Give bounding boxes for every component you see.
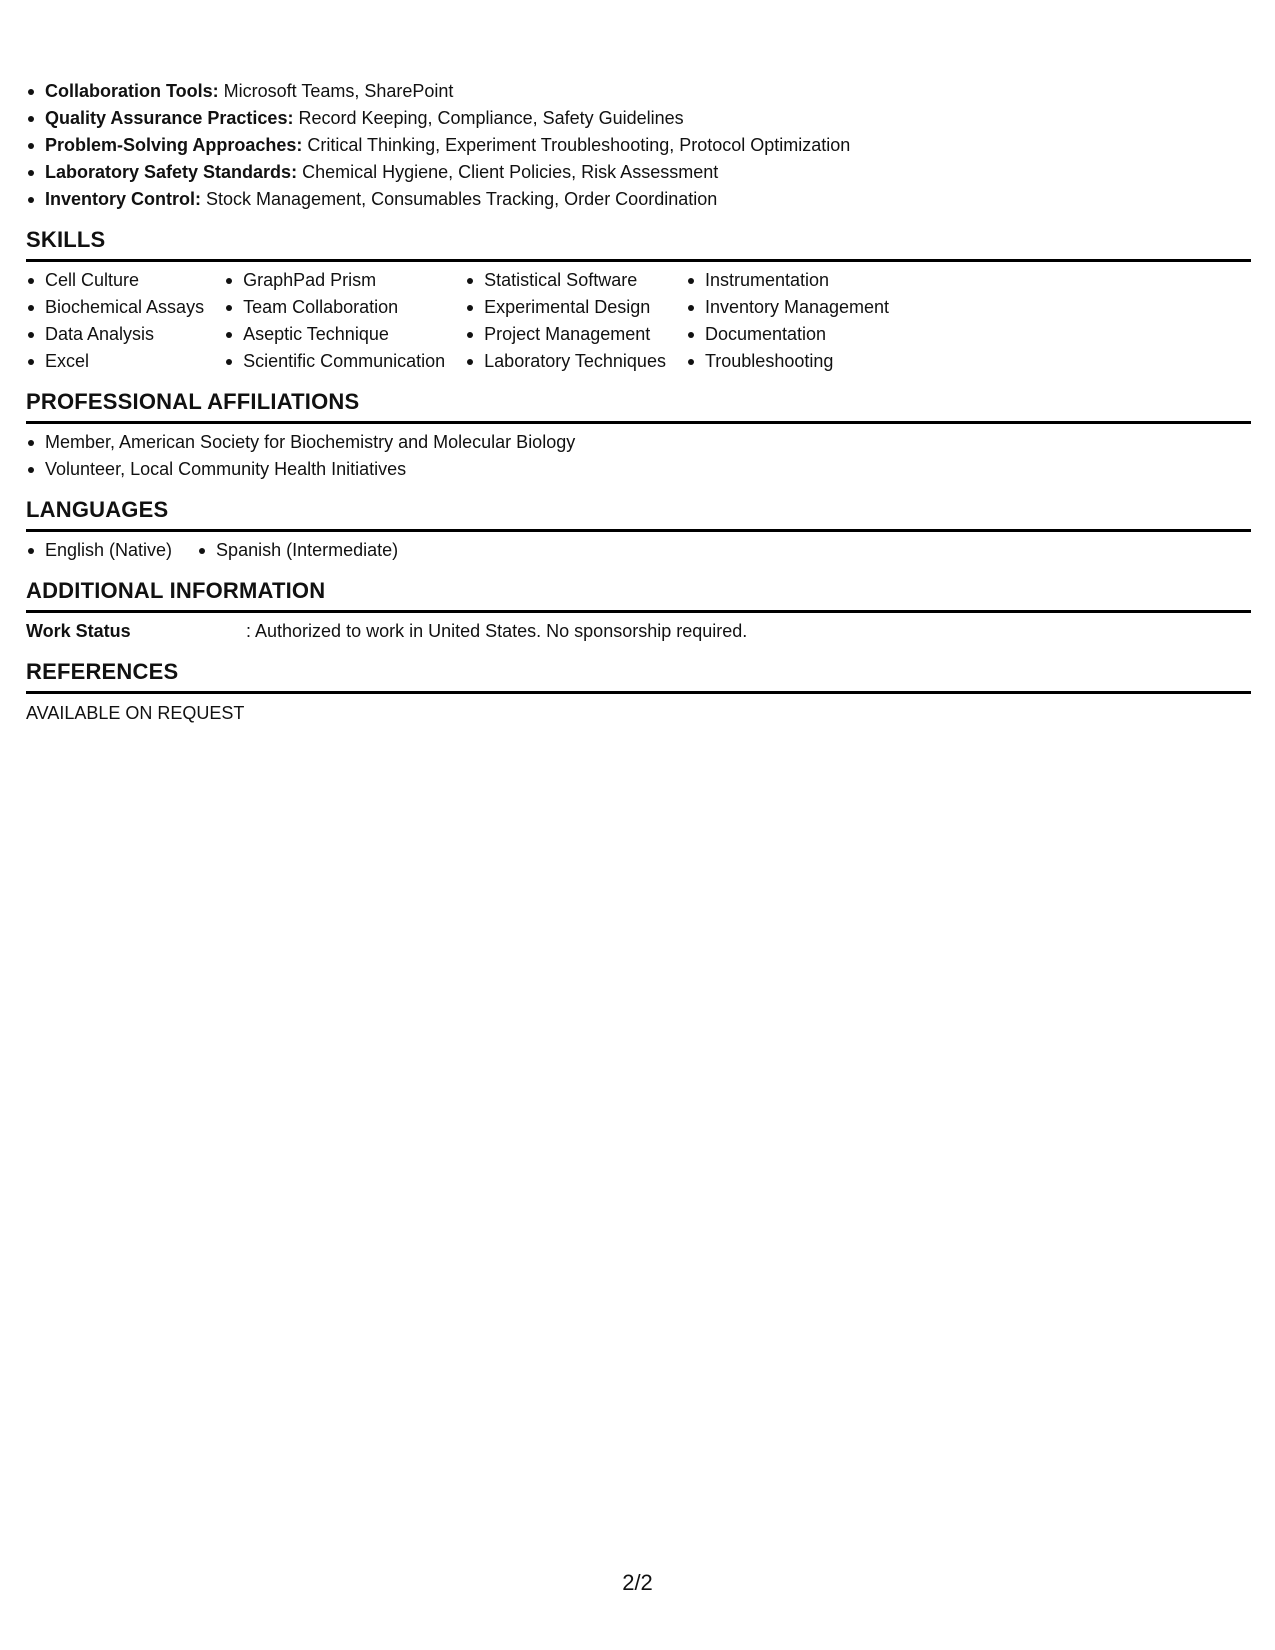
- skill-item: Instrumentation: [686, 267, 889, 294]
- skill-item: Laboratory Techniques: [465, 348, 666, 375]
- affiliation-item: Volunteer, Local Community Health Initiatives: [26, 456, 1251, 483]
- skill-item: GraphPad Prism: [224, 267, 445, 294]
- skills-column: [224, 267, 445, 375]
- work-status-value: : Authorized to work in United States. No sponsorship required.: [246, 621, 748, 641]
- language-item: Spanish (Intermediate): [197, 537, 398, 564]
- language-item: English (Native): [26, 537, 172, 564]
- list-item: [26, 186, 1251, 213]
- skill-item: Statistical Software: [465, 267, 666, 294]
- work-status-label: Work Status: [26, 621, 131, 641]
- skill-item: Data Analysis: [26, 321, 204, 348]
- skill-item: Troubleshooting: [686, 348, 889, 375]
- skills-column: [686, 267, 889, 375]
- section-title: PROFESSIONAL AFFILIATIONS: [26, 389, 1251, 424]
- item-value: Chemical Hygiene, Client Policies, Risk Assessment: [297, 162, 719, 182]
- page-number: 2/2: [622, 1570, 653, 1595]
- item-label: Problem-Solving Approaches:: [45, 135, 303, 155]
- list-item: [26, 78, 1251, 105]
- skills-column: [26, 267, 204, 375]
- skill-item: Experimental Design: [465, 294, 666, 321]
- section-title: LANGUAGES: [26, 497, 1251, 532]
- skill-item: Team Collaboration: [224, 294, 445, 321]
- item-label: Laboratory Safety Standards:: [45, 162, 298, 182]
- section-title: REFERENCES: [26, 659, 1251, 694]
- work-status-row: [26, 618, 1251, 645]
- skill-item: Project Management: [465, 321, 666, 348]
- item-value: Record Keeping, Compliance, Safety Guidelines: [293, 108, 684, 128]
- references-section: [26, 659, 1251, 727]
- languages-list: [26, 537, 1251, 564]
- skills-grid: [26, 267, 1251, 375]
- item-label: Collaboration Tools:: [45, 81, 219, 101]
- affiliations-section: [26, 389, 1251, 483]
- item-value: Critical Thinking, Experiment Troubleshooting, Protocol Optimization: [302, 135, 851, 155]
- skill-item: Documentation: [686, 321, 889, 348]
- skills-column: [465, 267, 666, 375]
- references-text: AVAILABLE ON REQUEST: [26, 703, 245, 723]
- skill-item: Scientific Communication: [224, 348, 445, 375]
- languages-section: [26, 497, 1251, 564]
- affiliation-item: Member, American Society for Biochemistry and Molecular Biology: [26, 429, 1251, 456]
- affiliations-list: [26, 429, 1251, 483]
- skill-item: Excel: [26, 348, 204, 375]
- item-label: Quality Assurance Practices:: [45, 108, 294, 128]
- skills-section: [26, 227, 1251, 375]
- section-title: SKILLS: [26, 227, 1251, 262]
- skill-item: Aseptic Technique: [224, 321, 445, 348]
- skill-item: Biochemical Assays: [26, 294, 204, 321]
- section-title: ADDITIONAL INFORMATION: [26, 578, 1251, 613]
- resume-page: [26, 78, 1251, 727]
- item-label: Inventory Control:: [45, 189, 201, 209]
- competencies-list: [26, 78, 1251, 213]
- item-value: Stock Management, Consumables Tracking, Order Coordination: [201, 189, 718, 209]
- list-item: [26, 132, 1251, 159]
- list-item: [26, 105, 1251, 132]
- list-item: [26, 159, 1251, 186]
- skill-item: Cell Culture: [26, 267, 204, 294]
- skill-item: Inventory Management: [686, 294, 889, 321]
- additional-info-section: [26, 578, 1251, 645]
- item-value: Microsoft Teams, SharePoint: [218, 81, 454, 101]
